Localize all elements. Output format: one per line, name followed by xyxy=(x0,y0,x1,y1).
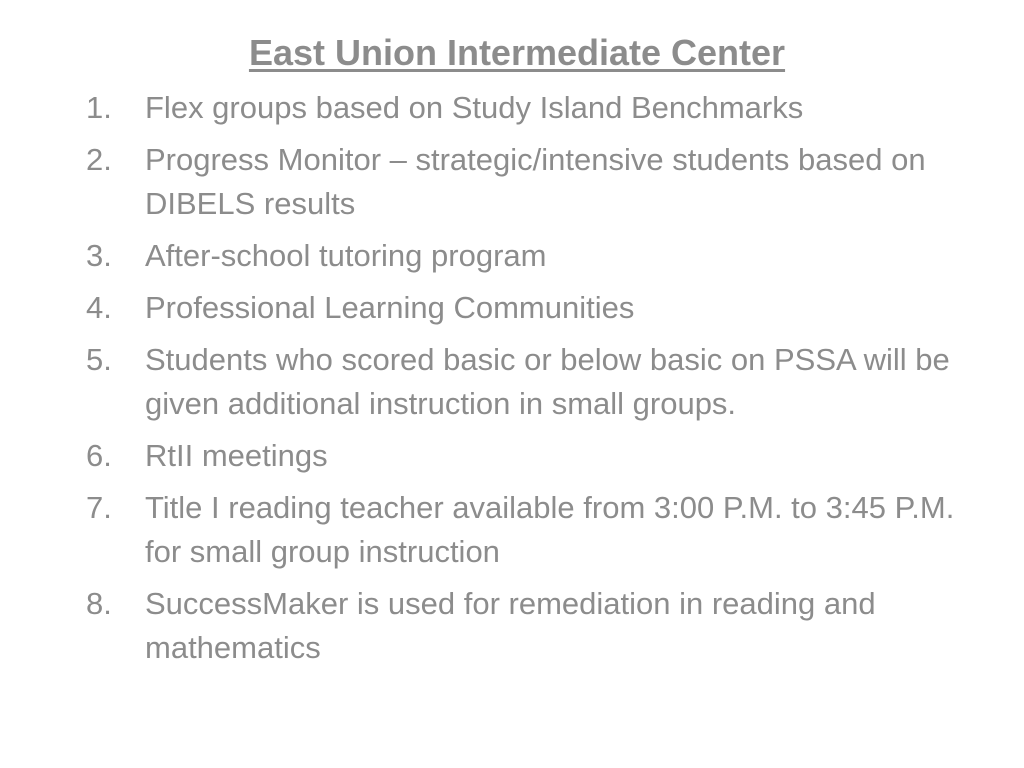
list-item-number: 7. xyxy=(86,490,112,525)
numbered-list xyxy=(86,86,966,678)
list-item xyxy=(86,86,966,130)
list-item-number: 8. xyxy=(86,586,112,621)
list-item-number: 4. xyxy=(86,290,112,325)
list-item xyxy=(86,434,966,478)
list-item-number: 2. xyxy=(86,142,112,177)
list-item-text: Title I reading teacher available from 3:00 P.M. to 3:45 P.M. for small group instruction xyxy=(145,490,955,569)
list-item-text: Flex groups based on Study Island Benchmarks xyxy=(145,90,804,125)
list-item-number: 6. xyxy=(86,438,112,473)
list-item xyxy=(86,286,966,330)
list-item-text: RtII meetings xyxy=(145,438,328,473)
slide-title: East Union Intermediate Center xyxy=(248,32,786,73)
list-item-text: Students who scored basic or below basic on PSSA will be given additional instruction in small groups. xyxy=(145,342,950,421)
list-item xyxy=(86,234,966,278)
list-item xyxy=(86,486,966,574)
list-item xyxy=(86,582,966,670)
list-item-number: 5. xyxy=(86,342,112,377)
list-item-text: After-school tutoring program xyxy=(145,238,547,273)
list-item xyxy=(86,138,966,226)
list-item-number: 3. xyxy=(86,238,112,273)
list-item-text: SuccessMaker is used for remediation in reading and mathematics xyxy=(145,586,876,665)
list-item xyxy=(86,338,966,426)
list-item-text: Progress Monitor – strategic/intensive students based on DIBELS results xyxy=(145,142,926,221)
list-item-number: 1. xyxy=(86,90,112,125)
list-item-text: Professional Learning Communities xyxy=(145,290,635,325)
